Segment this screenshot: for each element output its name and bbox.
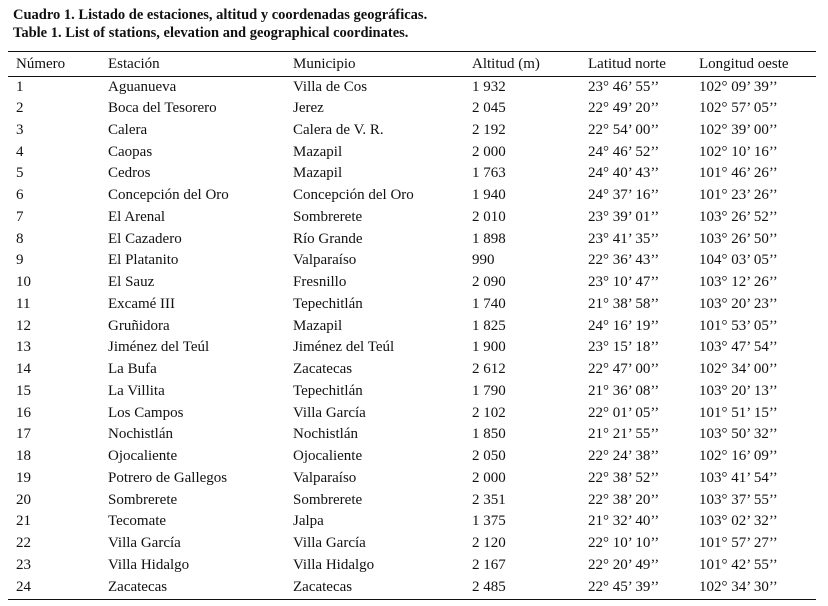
cell-latitud: 22° 01’ 05’’ [588, 404, 660, 421]
cell-estacion: Los Campos [108, 404, 184, 421]
cell-longitud: 101° 57’ 27’’ [699, 535, 778, 552]
cell-estacion: El Cazadero [108, 230, 182, 247]
cell-numero: 7 [16, 208, 24, 225]
cell-latitud: 21° 21’ 55’’ [588, 426, 660, 443]
cell-altitud: 1 825 [472, 317, 506, 334]
cell-latitud: 24° 46’ 52’’ [588, 143, 660, 160]
table-row [8, 381, 816, 403]
cell-latitud: 22° 20’ 49’’ [588, 556, 660, 573]
table-row [8, 489, 816, 511]
cell-longitud: 103° 41’ 54’’ [699, 469, 778, 486]
cell-municipio: Nochistlán [293, 426, 358, 443]
cell-altitud: 2 192 [472, 121, 506, 138]
cell-latitud: 22° 49’ 20’’ [588, 100, 660, 117]
cell-longitud: 102° 57’ 05’’ [699, 100, 778, 117]
cell-numero: 21 [16, 513, 31, 530]
cell-longitud: 101° 53’ 05’’ [699, 317, 778, 334]
cell-numero: 5 [16, 165, 24, 182]
table-row [8, 555, 816, 577]
table-row [8, 272, 816, 294]
table-row [8, 424, 816, 446]
cell-estacion: Tecomate [108, 513, 167, 530]
cell-numero: 22 [16, 535, 31, 552]
cell-longitud: 103° 20’ 13’’ [699, 382, 778, 399]
cell-latitud: 21° 32’ 40’’ [588, 513, 660, 530]
cell-longitud: 102° 10’ 16’’ [699, 143, 778, 160]
cell-municipio: Tepechitlán [293, 382, 363, 399]
cell-latitud: 24° 37’ 16’’ [588, 187, 660, 204]
table-row [8, 446, 816, 468]
cell-numero: 14 [16, 361, 31, 378]
cell-numero: 10 [16, 274, 31, 291]
cell-municipio: Sombrerete [293, 491, 363, 508]
cell-municipio: Villa García [293, 404, 366, 421]
table-row [8, 141, 816, 163]
cell-municipio: Concepción del Oro [293, 187, 414, 204]
cell-longitud: 101° 42’ 55’’ [699, 556, 778, 573]
header-altitud: Altitud (m) [472, 56, 540, 72]
cell-numero: 6 [16, 187, 24, 204]
cell-numero: 15 [16, 382, 31, 399]
cell-longitud: 101° 46’ 26’’ [699, 165, 778, 182]
cell-altitud: 2 050 [472, 448, 506, 465]
cell-numero: 8 [16, 230, 24, 247]
cell-longitud: 102° 34’ 30’’ [699, 578, 778, 595]
cell-latitud: 22° 38’ 52’’ [588, 469, 660, 486]
cell-municipio: Sombrerete [293, 208, 363, 225]
cell-numero: 4 [16, 143, 24, 160]
cell-altitud: 1 898 [472, 230, 506, 247]
cell-estacion: Sombrerete [108, 491, 178, 508]
cell-estacion: Nochistlán [108, 426, 173, 443]
cell-longitud: 103° 12’ 26’’ [699, 274, 778, 291]
cell-latitud: 22° 24’ 38’’ [588, 448, 660, 465]
table-row [8, 163, 816, 185]
cell-estacion: Boca del Tesorero [108, 100, 217, 117]
cell-longitud: 103° 20’ 23’’ [699, 295, 778, 312]
cell-municipio: Valparaíso [293, 469, 357, 486]
cell-municipio: Mazapil [293, 165, 343, 182]
cell-altitud: 1 740 [472, 295, 506, 312]
cell-altitud: 2 612 [472, 361, 506, 378]
table-body [8, 76, 816, 598]
cell-numero: 9 [16, 252, 24, 269]
cell-longitud: 103° 47’ 54’’ [699, 339, 778, 356]
cell-longitud: 103° 37’ 55’’ [699, 491, 778, 508]
stations-table [8, 53, 816, 598]
cell-longitud: 102° 16’ 09’’ [699, 448, 778, 465]
cell-altitud: 2 010 [472, 208, 506, 225]
cell-longitud: 103° 02’ 32’’ [699, 513, 778, 530]
cell-municipio: Villa de Cos [293, 79, 368, 96]
cell-latitud: 22° 36’ 43’’ [588, 252, 660, 269]
cell-numero: 11 [16, 295, 31, 312]
table-row [8, 228, 816, 250]
cell-municipio: Villa García [293, 535, 366, 552]
cell-longitud: 103° 50’ 32’’ [699, 426, 778, 443]
table-bottom-rule [8, 599, 816, 600]
cell-estacion: Calera [108, 121, 148, 138]
table-row [8, 359, 816, 381]
table-row [8, 511, 816, 533]
cell-numero: 24 [16, 578, 31, 595]
cell-altitud: 2 485 [472, 578, 506, 595]
cell-altitud: 2 000 [472, 143, 506, 160]
cell-latitud: 23° 15’ 18’’ [588, 339, 660, 356]
cell-altitud: 2 120 [472, 535, 506, 552]
table-row [8, 76, 816, 98]
cell-estacion: Jiménez del Teúl [108, 339, 210, 356]
cell-altitud: 1 850 [472, 426, 506, 443]
cell-latitud: 22° 45’ 39’’ [588, 578, 660, 595]
table-row [8, 533, 816, 555]
cell-municipio: Mazapil [293, 317, 343, 334]
table-row [8, 315, 816, 337]
cell-numero: 23 [16, 556, 31, 573]
cell-latitud: 23° 46’ 55’’ [588, 79, 660, 96]
cell-municipio: Zacatecas [293, 361, 353, 378]
table-row [8, 576, 816, 598]
cell-estacion: La Bufa [108, 361, 157, 378]
cell-estacion: El Platanito [108, 252, 179, 269]
cell-longitud: 102° 09’ 39’’ [699, 79, 778, 96]
cell-altitud: 2 090 [472, 274, 506, 291]
cell-latitud: 23° 39’ 01’’ [588, 208, 660, 225]
header-estacion: Estación [108, 56, 160, 72]
table-row [8, 402, 816, 424]
cell-longitud: 103° 26’ 50’’ [699, 230, 778, 247]
cell-latitud: 22° 54’ 00’’ [588, 121, 660, 138]
table-row [8, 250, 816, 272]
cell-altitud: 2 351 [472, 491, 506, 508]
cell-longitud: 104° 03’ 05’’ [699, 252, 778, 269]
cell-estacion: Concepción del Oro [108, 187, 229, 204]
cell-altitud: 1 900 [472, 339, 506, 356]
table-top-rule [8, 51, 816, 52]
cell-numero: 3 [16, 121, 24, 138]
cell-altitud: 1 932 [472, 79, 506, 96]
cell-numero: 17 [16, 426, 31, 443]
cell-numero: 19 [16, 469, 31, 486]
cell-estacion: Aguanueva [108, 79, 177, 96]
cell-latitud: 21° 38’ 58’’ [588, 295, 660, 312]
table-row [8, 337, 816, 359]
table-row [8, 294, 816, 316]
cell-estacion: Excamé III [108, 295, 176, 312]
table-row [8, 207, 816, 229]
cell-altitud: 1 375 [472, 513, 506, 530]
cell-numero: 18 [16, 448, 31, 465]
table-row [8, 98, 816, 120]
header-numero: Número [16, 56, 66, 72]
cell-municipio: Mazapil [293, 143, 343, 160]
table-row [8, 185, 816, 207]
cell-longitud: 101° 51’ 15’’ [699, 404, 778, 421]
cell-altitud: 2 167 [472, 556, 506, 573]
cell-estacion: Villa Hidalgo [108, 556, 190, 573]
cell-municipio: Villa Hidalgo [293, 556, 375, 573]
table-caption-english: Table 1. List of stations, elevation and geographical coordinates. [13, 25, 409, 41]
cell-altitud: 1 790 [472, 382, 506, 399]
cell-latitud: 23° 41’ 35’’ [588, 230, 660, 247]
cell-municipio: Tepechitlán [293, 295, 363, 312]
cell-altitud: 2 045 [472, 100, 506, 117]
cell-altitud: 2 000 [472, 469, 506, 486]
cell-longitud: 102° 39’ 00’’ [699, 121, 778, 138]
cell-estacion: Villa García [108, 535, 181, 552]
cell-municipio: Calera de V. R. [293, 121, 384, 138]
header-latitud: Latitud norte [588, 56, 666, 72]
cell-municipio: Jerez [293, 100, 324, 117]
cell-latitud: 22° 10’ 10’’ [588, 535, 660, 552]
cell-numero: 12 [16, 317, 31, 334]
cell-altitud: 2 102 [472, 404, 506, 421]
cell-altitud: 1 940 [472, 187, 506, 204]
cell-latitud: 24° 16’ 19’’ [588, 317, 660, 334]
cell-municipio: Zacatecas [293, 578, 353, 595]
cell-numero: 1 [16, 79, 24, 96]
table-row [8, 120, 816, 142]
cell-municipio: Río Grande [293, 230, 363, 247]
header-row [8, 53, 816, 76]
table-row [8, 468, 816, 490]
table-header [8, 53, 816, 76]
cell-longitud: 101° 23’ 26’’ [699, 187, 778, 204]
cell-latitud: 21° 36’ 08’’ [588, 382, 660, 399]
cell-estacion: El Sauz [108, 274, 155, 291]
cell-altitud: 1 763 [472, 165, 506, 182]
cell-estacion: Caopas [108, 143, 153, 160]
cell-latitud: 23° 10’ 47’’ [588, 274, 660, 291]
cell-estacion: Zacatecas [108, 578, 168, 595]
cell-municipio: Ojocaliente [293, 448, 363, 465]
header-municipio: Municipio [293, 56, 356, 72]
cell-latitud: 22° 47’ 00’’ [588, 361, 660, 378]
cell-altitud: 990 [472, 252, 495, 269]
cell-municipio: Jiménez del Teúl [293, 339, 395, 356]
cell-municipio: Valparaíso [293, 252, 357, 269]
cell-latitud: 22° 38’ 20’’ [588, 491, 660, 508]
cell-estacion: Cedros [108, 165, 151, 182]
cell-municipio: Jalpa [293, 513, 324, 530]
table-caption-spanish: Cuadro 1. Listado de estaciones, altitud y coordenadas geográficas. [13, 7, 428, 23]
cell-estacion: El Arenal [108, 208, 166, 225]
cell-numero: 20 [16, 491, 31, 508]
cell-longitud: 103° 26’ 52’’ [699, 208, 778, 225]
cell-numero: 2 [16, 100, 24, 117]
cell-numero: 16 [16, 404, 31, 421]
cell-estacion: Potrero de Gallegos [108, 469, 228, 486]
cell-numero: 13 [16, 339, 31, 356]
cell-municipio: Fresnillo [293, 274, 347, 291]
cell-estacion: Gruñidora [108, 317, 170, 334]
cell-estacion: La Villita [108, 382, 165, 399]
cell-latitud: 24° 40’ 43’’ [588, 165, 660, 182]
header-longitud: Longitud oeste [699, 56, 789, 72]
cell-estacion: Ojocaliente [108, 448, 178, 465]
cell-longitud: 102° 34’ 00’’ [699, 361, 778, 378]
